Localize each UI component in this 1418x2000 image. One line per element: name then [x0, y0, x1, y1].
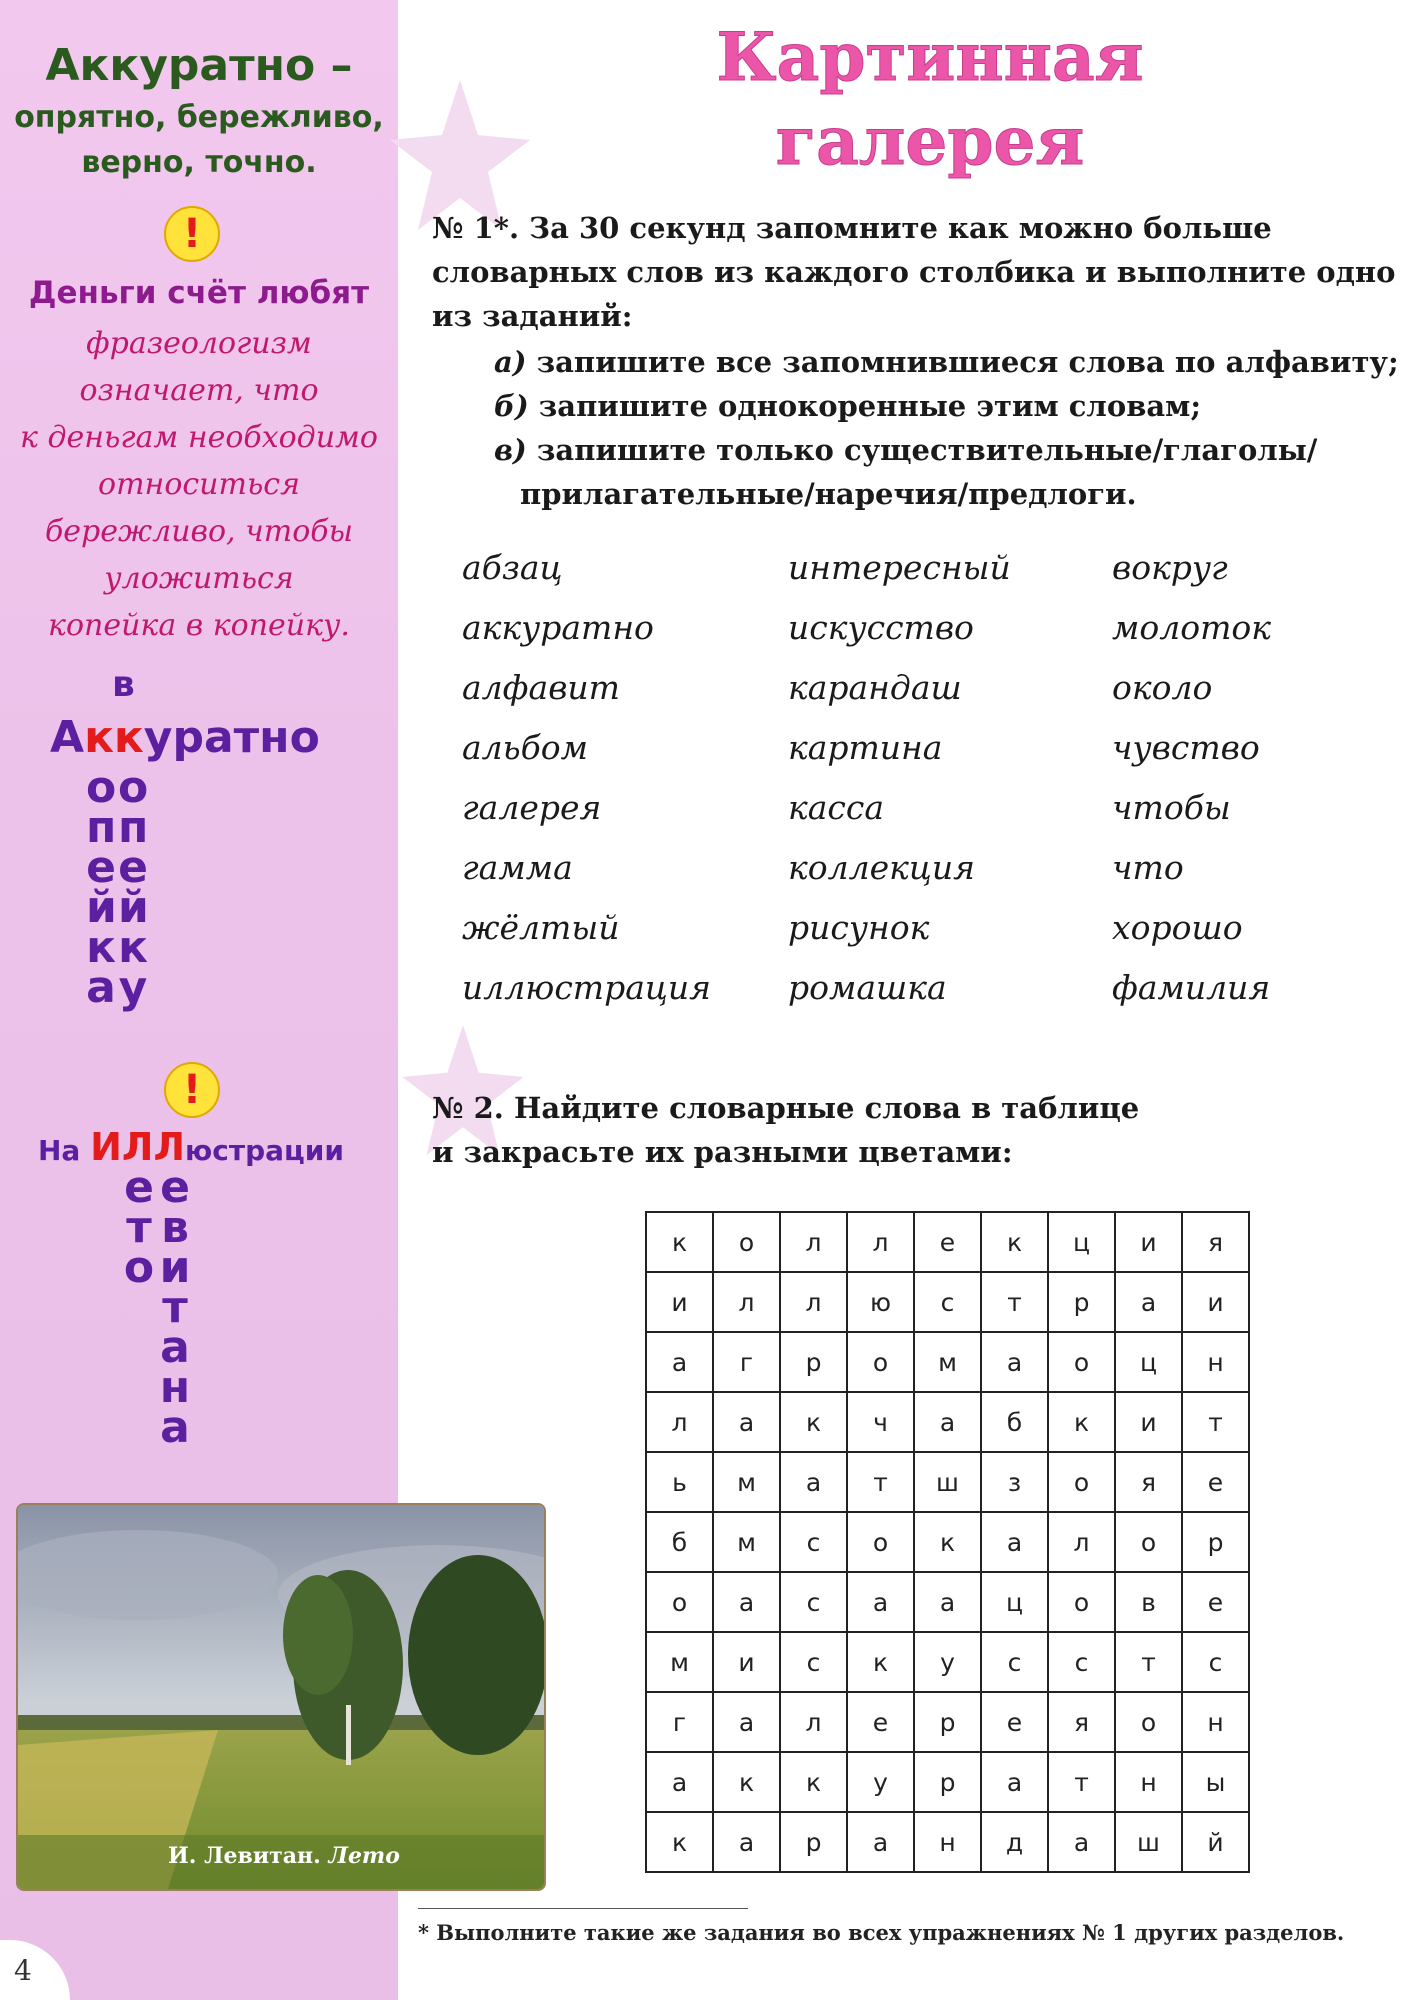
- task1-line1: [432, 206, 1272, 250]
- grid-cell[interactable]: у: [847, 1752, 914, 1812]
- grid-cell[interactable]: р: [914, 1692, 981, 1752]
- dictionary-word: что: [1112, 848, 1184, 887]
- item-text: запишите однокоренные этим словам;: [538, 389, 1202, 423]
- mnemonic1-letter: й: [86, 882, 117, 933]
- grid-cell[interactable]: а: [981, 1332, 1048, 1392]
- grid-cell[interactable]: о: [1048, 1452, 1115, 1512]
- grid-row: [646, 1392, 1249, 1452]
- item-marker: в): [494, 433, 527, 467]
- grid-cell[interactable]: а: [914, 1572, 981, 1632]
- grid-row: [646, 1692, 1249, 1752]
- item-marker: а): [494, 345, 527, 379]
- mnemonic1-letter: п: [86, 802, 117, 853]
- grid-cell[interactable]: н: [1182, 1332, 1249, 1392]
- task1-text-line2: словарных слов из каждого столбика и выполните одно: [432, 255, 1396, 289]
- mnemonic1-word-start: А: [50, 712, 85, 763]
- mnemonic1-letter: п: [118, 802, 149, 853]
- mnemonic2-column-left: [122, 1162, 156, 1293]
- grid-cell[interactable]: и: [1115, 1392, 1182, 1452]
- grid-row: [646, 1452, 1249, 1512]
- grid-cell[interactable]: с: [780, 1632, 847, 1692]
- mnemonic2-letter: т: [126, 1202, 152, 1253]
- mnemonic1-column-right: [118, 762, 149, 1013]
- mnemonic1-letter: е: [86, 842, 116, 893]
- task1-item-b: [494, 384, 1201, 428]
- grid-row: [646, 1752, 1249, 1812]
- mnemonic1-letter: о: [86, 762, 117, 813]
- word-search-grid: [645, 1211, 1250, 1873]
- grid-cell[interactable]: т: [1048, 1752, 1115, 1812]
- grid-row: [646, 1332, 1249, 1392]
- grid-cell[interactable]: е: [914, 1212, 981, 1272]
- grid-cell[interactable]: а: [1048, 1812, 1115, 1872]
- dictionary-word: карандаш: [788, 668, 962, 707]
- task2-text-line2: и закрасьте их разными цветами:: [432, 1135, 1013, 1169]
- grid-cell[interactable]: о: [1115, 1692, 1182, 1752]
- grid-cell[interactable]: с: [780, 1512, 847, 1572]
- proverb: Деньги счёт любят: [28, 275, 370, 311]
- heading-definition-line2: верно, точно.: [81, 145, 317, 180]
- grid-cell[interactable]: к: [646, 1212, 713, 1272]
- grid-cell[interactable]: с: [780, 1572, 847, 1632]
- mnemonic1-top-letter: в: [112, 664, 135, 705]
- grid-cell[interactable]: р: [1048, 1272, 1115, 1332]
- dictionary-word: вокруг: [1112, 548, 1228, 587]
- grid-cell[interactable]: к: [1048, 1392, 1115, 1452]
- grid-cell[interactable]: н: [914, 1812, 981, 1872]
- task1-item-a: [494, 340, 1399, 384]
- heading-dash: –: [315, 40, 353, 91]
- sidebar-heading: [0, 40, 398, 91]
- grid-cell[interactable]: о: [847, 1332, 914, 1392]
- grid-cell[interactable]: о: [646, 1572, 713, 1632]
- grid-row: [646, 1512, 1249, 1572]
- dictionary-word: гамма: [462, 848, 573, 887]
- grid-cell[interactable]: о: [1048, 1572, 1115, 1632]
- proverb-explanation-2: означает, что: [79, 373, 319, 408]
- grid-cell[interactable]: з: [981, 1452, 1048, 1512]
- task1-number: № 1*.: [432, 211, 520, 245]
- dictionary-word: коллекция: [788, 848, 975, 887]
- task2-text-line1: Найдите словарные слова в таблице: [514, 1091, 1140, 1125]
- grid-cell[interactable]: к: [780, 1752, 847, 1812]
- grid-cell[interactable]: о: [847, 1512, 914, 1572]
- grid-cell[interactable]: и: [1182, 1272, 1249, 1332]
- mnemonic1-letter: а: [86, 962, 116, 1013]
- grid-cell[interactable]: а: [847, 1572, 914, 1632]
- dictionary-word: картина: [788, 728, 943, 767]
- grid-cell[interactable]: л: [713, 1272, 780, 1332]
- grid-cell[interactable]: к: [847, 1632, 914, 1692]
- task2-number: № 2.: [432, 1091, 504, 1125]
- mnemonic2-word-prefix: На: [38, 1134, 91, 1167]
- grid-cell[interactable]: в: [1115, 1572, 1182, 1632]
- proverb-explanation-7: копейка в копейку.: [48, 608, 350, 643]
- mnemonic1-letter: й: [118, 882, 149, 933]
- dictionary-word: ромашка: [788, 968, 947, 1007]
- grid-cell[interactable]: и: [646, 1272, 713, 1332]
- task1-text-line3: из заданий:: [432, 299, 633, 333]
- painting-author: И. Левитан.: [168, 1843, 321, 1869]
- grid-cell[interactable]: м: [713, 1452, 780, 1512]
- grid-row: [646, 1272, 1249, 1332]
- proverb-explanation-5: бережливо, чтобы: [44, 514, 354, 549]
- grid-cell[interactable]: л: [780, 1212, 847, 1272]
- mnemonic2-letter: в: [161, 1202, 189, 1253]
- grid-cell[interactable]: с: [914, 1272, 981, 1332]
- painting-image: [18, 1505, 544, 1889]
- dictionary-word: около: [1112, 668, 1213, 707]
- mnemonic2-letter: т: [162, 1282, 188, 1333]
- exclamation-icon: !: [164, 1062, 220, 1118]
- dictionary-word: интересный: [788, 548, 1011, 587]
- page-title-line1: Картинная: [716, 18, 1144, 96]
- grid-cell[interactable]: ц: [1115, 1332, 1182, 1392]
- painting-title: Лето: [328, 1843, 400, 1869]
- page-title-line2: галерея: [775, 102, 1085, 180]
- mnemonic1-letter: у: [118, 962, 148, 1013]
- levitan-summer-painting: [16, 1503, 546, 1891]
- grid-cell[interactable]: р: [780, 1332, 847, 1392]
- grid-cell[interactable]: а: [713, 1812, 780, 1872]
- grid-cell[interactable]: е: [1182, 1452, 1249, 1512]
- grid-cell[interactable]: н: [1115, 1752, 1182, 1812]
- grid-row: [646, 1632, 1249, 1692]
- mnemonic2-letter: н: [159, 1362, 191, 1413]
- dictionary-word: хорошо: [1112, 908, 1243, 947]
- mnemonic1-letter: е: [118, 842, 148, 893]
- grid-cell[interactable]: а: [981, 1752, 1048, 1812]
- grid-cell[interactable]: а: [646, 1752, 713, 1812]
- grid-cell[interactable]: т: [847, 1452, 914, 1512]
- mnemonic2-word-highlight: ИЛЛ: [90, 1125, 186, 1169]
- grid-cell[interactable]: у: [914, 1632, 981, 1692]
- exclamation-icon: !: [164, 206, 220, 262]
- grid-cell[interactable]: л: [780, 1692, 847, 1752]
- dictionary-word: касса: [788, 788, 885, 827]
- grid-cell[interactable]: а: [847, 1812, 914, 1872]
- dictionary-word: галерея: [462, 788, 602, 827]
- mnemonic1-word: [50, 712, 320, 763]
- mnemonic2-letter: е: [124, 1162, 154, 1213]
- grid-cell[interactable]: е: [981, 1692, 1048, 1752]
- grid-cell[interactable]: р: [780, 1812, 847, 1872]
- mnemonic1-letter: о: [118, 762, 149, 813]
- dictionary-word: иллюстрация: [462, 968, 712, 1007]
- grid-cell[interactable]: а: [981, 1512, 1048, 1572]
- mnemonic1-word-highlight: кк: [84, 712, 144, 763]
- item-marker: б): [494, 389, 529, 423]
- task1-item-c-continuation: прилагательные/наречия/предлоги.: [520, 477, 1137, 511]
- grid-cell[interactable]: к: [914, 1512, 981, 1572]
- proverb-explanation-4: относиться: [98, 467, 300, 502]
- grid-cell[interactable]: ч: [847, 1392, 914, 1452]
- grid-cell[interactable]: о: [1115, 1512, 1182, 1572]
- mnemonic1-word-end: уратно: [143, 712, 320, 763]
- grid-cell[interactable]: н: [1182, 1692, 1249, 1752]
- grid-cell[interactable]: к: [646, 1812, 713, 1872]
- dictionary-word: фамилия: [1112, 968, 1271, 1007]
- grid-cell[interactable]: т: [1115, 1632, 1182, 1692]
- dictionary-word: алфавит: [462, 668, 620, 707]
- footnote: * Выполните такие же задания во всех упражнениях № 1 других разделов.: [418, 1920, 1345, 1945]
- grid-row: [646, 1212, 1249, 1272]
- grid-cell[interactable]: д: [981, 1812, 1048, 1872]
- dictionary-word: аккуратно: [462, 608, 654, 647]
- dictionary-word: чувство: [1112, 728, 1260, 767]
- mnemonic2-letter: а: [160, 1322, 190, 1373]
- grid-cell[interactable]: р: [914, 1752, 981, 1812]
- grid-cell[interactable]: а: [713, 1392, 780, 1452]
- grid-cell[interactable]: л: [1048, 1512, 1115, 1572]
- grid-cell[interactable]: й: [1182, 1812, 1249, 1872]
- grid-cell[interactable]: а: [914, 1392, 981, 1452]
- grid-cell[interactable]: ь: [646, 1452, 713, 1512]
- grid-cell[interactable]: р: [1182, 1512, 1249, 1572]
- grid-cell[interactable]: м: [713, 1512, 780, 1572]
- grid-row: [646, 1812, 1249, 1872]
- grid-cell[interactable]: я: [1182, 1212, 1249, 1272]
- grid-cell[interactable]: т: [1182, 1392, 1249, 1452]
- grid-cell[interactable]: а: [713, 1692, 780, 1752]
- grid-cell[interactable]: ш: [1115, 1812, 1182, 1872]
- item-text: запишите все запомнившиеся слова по алфавиту;: [536, 345, 1399, 379]
- dictionary-word: чтобы: [1112, 788, 1231, 827]
- mnemonic2-column-right: [158, 1162, 192, 1453]
- dictionary-word: искусство: [788, 608, 974, 647]
- grid-cell[interactable]: ы: [1182, 1752, 1249, 1812]
- grid-cell[interactable]: с: [981, 1632, 1048, 1692]
- dictionary-word: альбом: [462, 728, 589, 767]
- grid-cell[interactable]: е: [847, 1692, 914, 1752]
- mnemonic2-letter: е: [160, 1162, 190, 1213]
- heading-definition-line1: опрятно, бережливо,: [14, 100, 384, 135]
- grid-cell[interactable]: о: [713, 1212, 780, 1272]
- footnote-rule: [418, 1908, 748, 1909]
- mnemonic2-word: [38, 1125, 344, 1169]
- mnemonic1-letter: к: [118, 922, 148, 973]
- grid-row: [646, 1572, 1249, 1632]
- painting-caption: [168, 1843, 400, 1869]
- grid-cell[interactable]: ш: [914, 1452, 981, 1512]
- grid-cell[interactable]: л: [646, 1392, 713, 1452]
- grid-cell[interactable]: о: [1048, 1332, 1115, 1392]
- grid-cell[interactable]: л: [847, 1212, 914, 1272]
- grid-cell[interactable]: я: [1115, 1452, 1182, 1512]
- grid-cell[interactable]: б: [646, 1512, 713, 1572]
- grid-cell[interactable]: с: [1182, 1632, 1249, 1692]
- proverb-explanation-6: уложиться: [104, 561, 294, 596]
- task2-line1: [432, 1086, 1139, 1130]
- dictionary-word: рисунок: [788, 908, 930, 947]
- mnemonic2-letter: о: [123, 1242, 155, 1293]
- dictionary-word: жёлтый: [462, 908, 620, 947]
- page-number: 4: [14, 1954, 32, 1987]
- mnemonic2-word-end: юстрации: [185, 1134, 344, 1167]
- grid-cell[interactable]: я: [1048, 1692, 1115, 1752]
- grid-cell[interactable]: г: [646, 1692, 713, 1752]
- item-text: запишите только существительные/глаголы/: [536, 433, 1318, 467]
- grid-cell[interactable]: а: [1115, 1272, 1182, 1332]
- grid-cell[interactable]: л: [780, 1272, 847, 1332]
- grid-cell[interactable]: к: [713, 1752, 780, 1812]
- grid-cell[interactable]: а: [646, 1332, 713, 1392]
- grid-cell[interactable]: с: [1048, 1632, 1115, 1692]
- grid-cell[interactable]: м: [646, 1632, 713, 1692]
- grid-cell[interactable]: б: [981, 1392, 1048, 1452]
- grid-cell[interactable]: и: [1115, 1212, 1182, 1272]
- grid-cell[interactable]: е: [1182, 1572, 1249, 1632]
- grid-cell[interactable]: а: [780, 1452, 847, 1512]
- mnemonic2-letter: а: [160, 1402, 190, 1453]
- heading-word: Аккуратно: [45, 40, 316, 91]
- grid-cell[interactable]: г: [713, 1332, 780, 1392]
- proverb-explanation-3: к деньгам необходимо: [20, 420, 378, 455]
- grid-cell[interactable]: ю: [847, 1272, 914, 1332]
- grid-cell[interactable]: м: [914, 1332, 981, 1392]
- proverb-explanation-1: фразеологизм: [86, 326, 312, 361]
- mnemonic1-column-left: [86, 762, 117, 1013]
- grid-cell[interactable]: и: [713, 1632, 780, 1692]
- grid-cell[interactable]: к: [780, 1392, 847, 1452]
- grid-cell[interactable]: ц: [981, 1572, 1048, 1632]
- mnemonic2-letter: и: [159, 1242, 191, 1293]
- grid-cell[interactable]: к: [981, 1212, 1048, 1272]
- dictionary-word: абзац: [462, 548, 563, 587]
- grid-cell[interactable]: ц: [1048, 1212, 1115, 1272]
- dictionary-word: молоток: [1112, 608, 1271, 647]
- task1-text-line1: За 30 секунд запомните как можно больше: [529, 211, 1272, 245]
- grid-cell[interactable]: а: [713, 1572, 780, 1632]
- task1-item-c: [494, 428, 1317, 472]
- grid-cell[interactable]: т: [981, 1272, 1048, 1332]
- mnemonic1-letter: к: [86, 922, 116, 973]
